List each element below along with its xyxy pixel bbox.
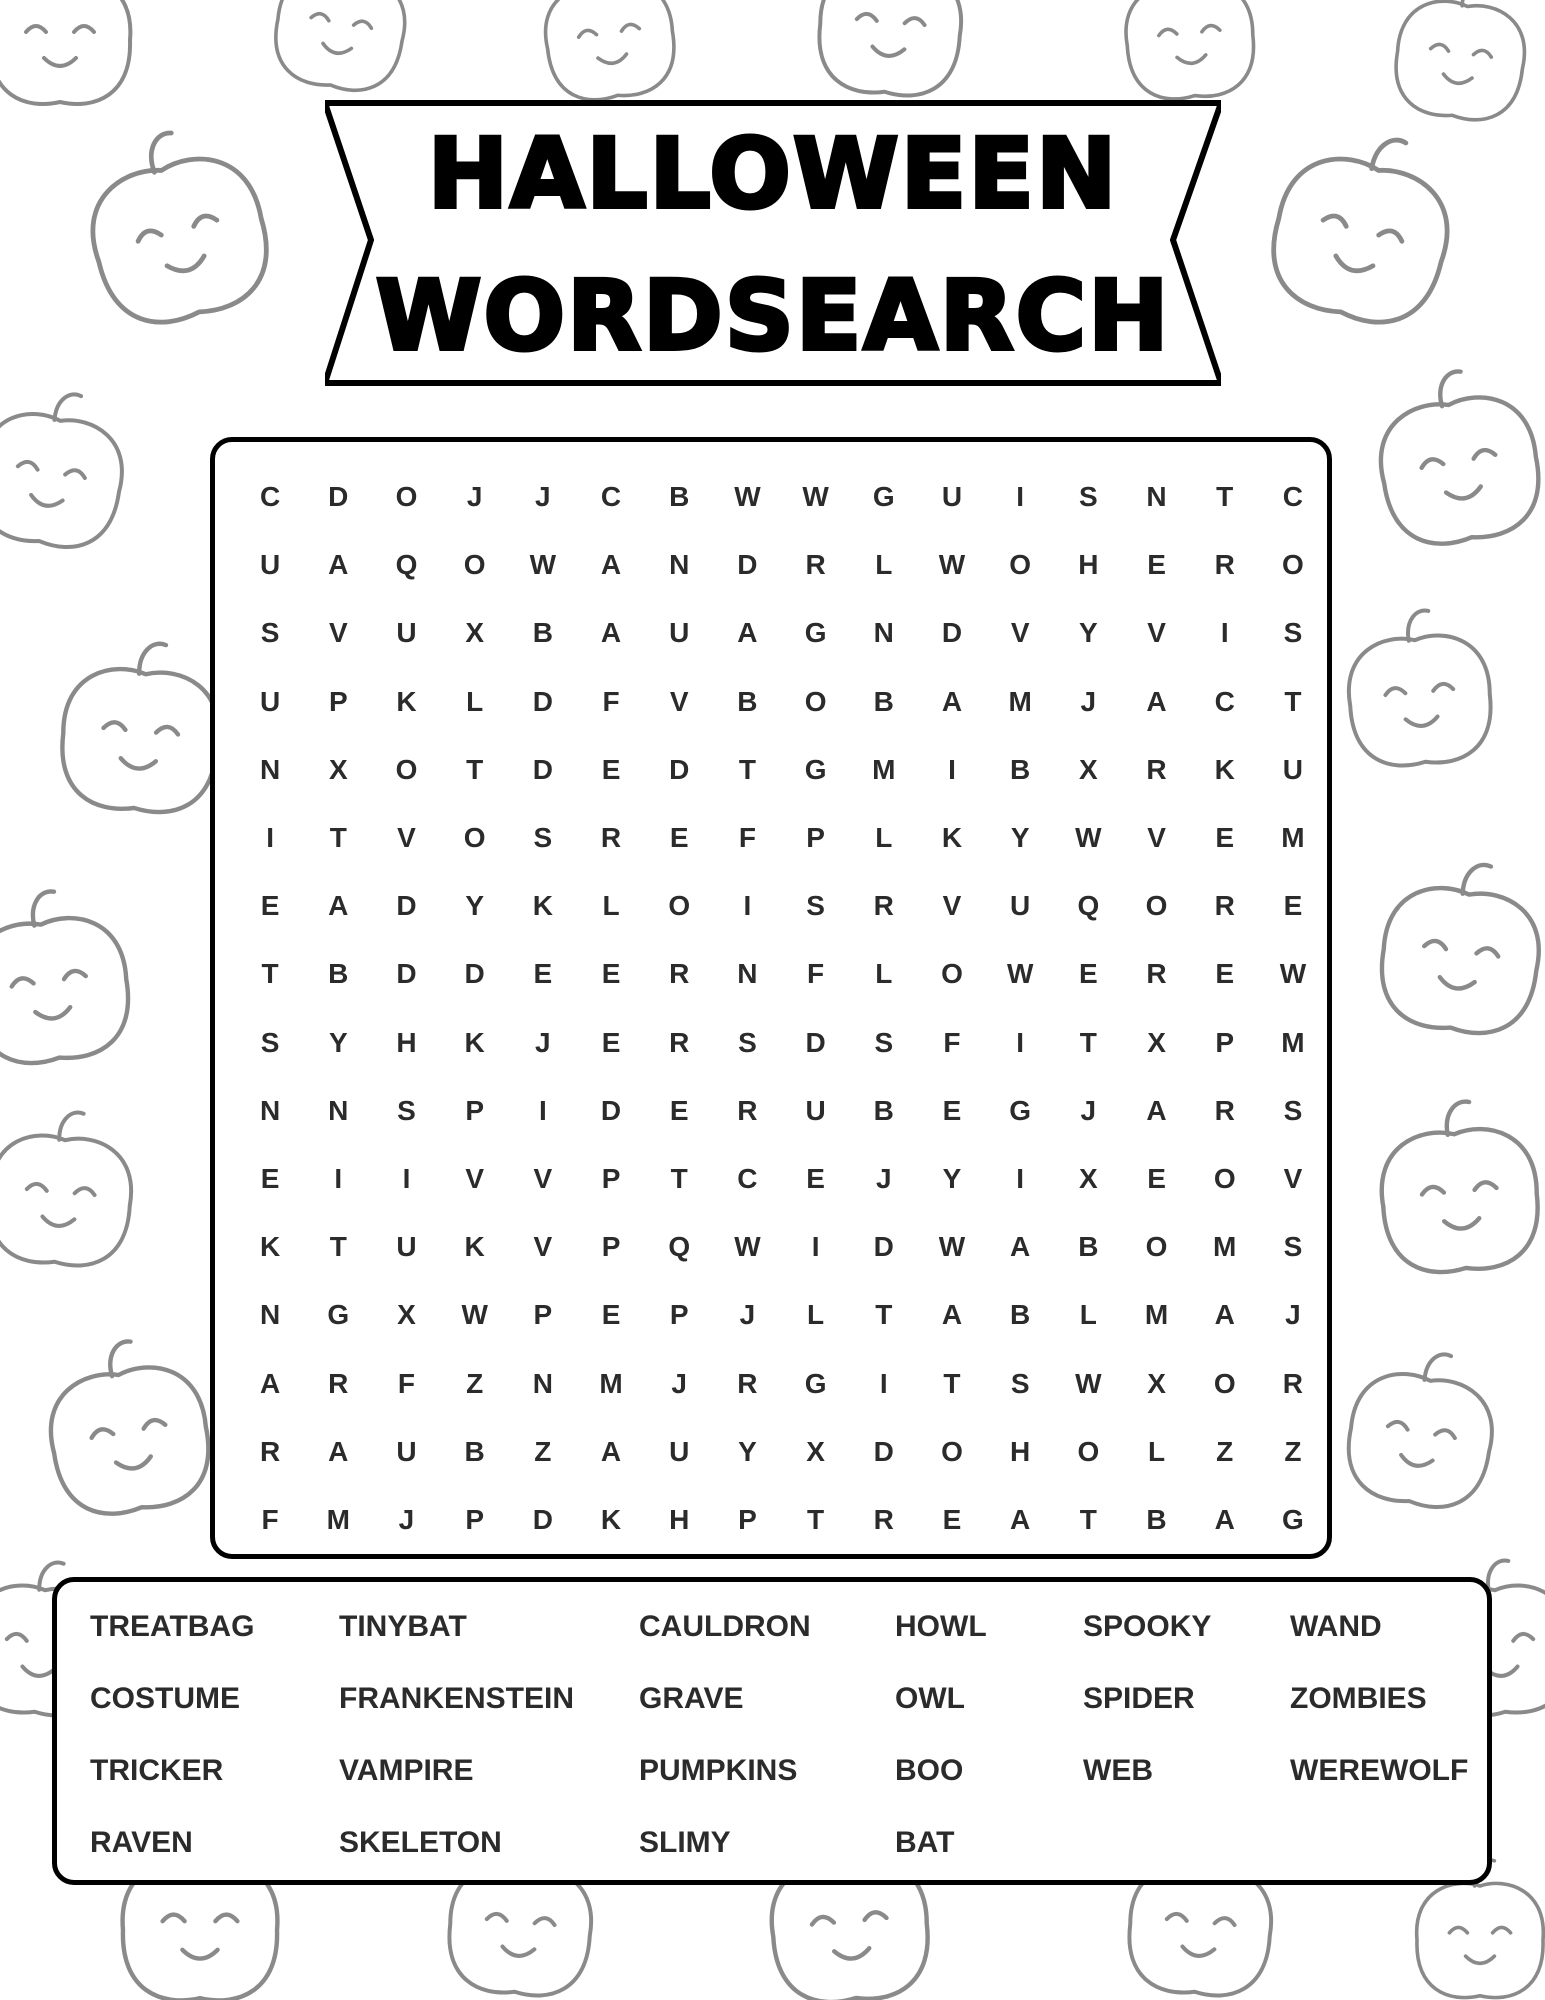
grid-letter[interactable]: N — [873, 617, 894, 649]
grid-letter[interactable]: E — [260, 1162, 280, 1194]
grid-letter[interactable]: S — [397, 1094, 416, 1126]
grid-letter[interactable]: R — [873, 1503, 894, 1535]
grid-letter[interactable]: X — [1147, 1026, 1166, 1058]
grid-letter[interactable]: W — [734, 481, 761, 513]
grid-letter[interactable]: O — [1145, 890, 1168, 922]
grid-letter[interactable]: D — [396, 890, 417, 922]
grid-letter[interactable]: B — [1146, 1503, 1167, 1535]
grid-letter[interactable]: X — [1079, 1162, 1098, 1194]
grid-letter[interactable]: P — [669, 1299, 689, 1331]
grid-letter[interactable]: A — [328, 890, 349, 922]
word-list-item: SKELETON — [339, 1826, 502, 1859]
word-list-item: BAT — [895, 1826, 955, 1859]
grid-letter[interactable]: U — [396, 617, 417, 649]
word-list-item: SPIDER — [1083, 1682, 1195, 1715]
word-list-item: WEB — [1083, 1754, 1153, 1787]
grid-letter[interactable]: F — [738, 822, 756, 854]
grid-letter[interactable]: J — [466, 481, 483, 513]
grid-letter[interactable]: R — [328, 1367, 349, 1399]
grid-letter[interactable]: Y — [1079, 617, 1098, 649]
grid-letter[interactable]: P — [328, 685, 348, 717]
grid-letter[interactable]: W — [1075, 822, 1102, 854]
grid-letter[interactable]: A — [600, 617, 622, 649]
grid-letter[interactable]: A — [737, 617, 758, 649]
grid-letter[interactable]: P — [738, 1503, 757, 1535]
grid-letter[interactable]: C — [737, 1162, 758, 1194]
grid-letter[interactable]: K — [259, 1231, 281, 1263]
grid-letter[interactable]: J — [739, 1299, 756, 1331]
grid-letter[interactable]: O — [463, 549, 486, 581]
grid-letter[interactable]: A — [1146, 685, 1167, 717]
grid-letter[interactable]: Y — [465, 890, 484, 922]
grid-letter[interactable]: L — [1079, 1299, 1097, 1331]
grid-letter[interactable]: L — [875, 958, 893, 990]
grid-letter[interactable]: T — [1284, 685, 1302, 717]
grid-letter[interactable]: C — [1282, 481, 1304, 513]
word-list-item: SPOOKY — [1083, 1610, 1212, 1643]
word-list-item: BOO — [895, 1754, 964, 1787]
grid-letter[interactable]: W — [802, 481, 829, 513]
grid-letter[interactable]: S — [1283, 617, 1303, 649]
grid-letter[interactable]: T — [329, 1231, 347, 1263]
grid-letter[interactable]: A — [1146, 1094, 1167, 1126]
word-list-item: OWL — [895, 1682, 965, 1715]
grid-letter[interactable]: T — [807, 1503, 825, 1535]
grid-letter[interactable]: V — [1283, 1162, 1303, 1194]
grid-letter[interactable]: X — [1147, 1367, 1166, 1399]
grid-letter[interactable]: A — [328, 549, 349, 581]
grid-letter[interactable]: S — [806, 890, 825, 922]
grid-letter[interactable]: W — [938, 549, 966, 581]
grid-letter[interactable]: V — [328, 617, 348, 649]
grid-letter[interactable]: R — [1282, 1367, 1304, 1399]
grid-letter[interactable]: U — [669, 617, 690, 649]
grid-letter[interactable]: R — [600, 822, 622, 854]
grid-letter[interactable]: U — [396, 1435, 417, 1467]
grid-letter[interactable]: H — [1010, 1435, 1031, 1467]
grid-letter[interactable]: A — [259, 1367, 281, 1399]
grid-letter[interactable]: X — [1079, 753, 1098, 785]
grid-letter[interactable]: W — [1279, 958, 1307, 990]
grid-letter[interactable]: D — [873, 1435, 894, 1467]
grid-letter[interactable]: I — [879, 1367, 888, 1399]
grid-letter[interactable]: S — [1283, 1094, 1303, 1126]
grid-letter[interactable]: T — [670, 1162, 688, 1194]
grid-letter[interactable]: N — [328, 1094, 349, 1126]
grid-letter[interactable]: R — [805, 549, 826, 581]
grid-letter[interactable]: M — [1144, 1299, 1169, 1331]
grid-letter[interactable]: T — [466, 753, 484, 785]
grid-letter[interactable]: R — [1146, 958, 1167, 990]
grid-letter[interactable]: T — [738, 753, 756, 785]
grid-letter[interactable]: O — [463, 822, 486, 854]
grid-letter[interactable]: N — [259, 1299, 281, 1331]
grid-letter[interactable]: E — [1283, 890, 1303, 922]
grid-letter[interactable]: T — [261, 958, 279, 990]
word-list-item: HOWL — [895, 1610, 987, 1643]
grid-letter[interactable]: U — [941, 481, 963, 513]
grid-letter[interactable]: T — [1079, 1503, 1097, 1535]
grid-letter[interactable]: S — [260, 617, 280, 649]
grid-letter[interactable]: O — [668, 890, 691, 922]
grid-letter[interactable]: E — [601, 958, 621, 990]
grid-letter[interactable]: U — [1282, 753, 1304, 785]
grid-letter[interactable]: R — [1214, 1094, 1235, 1126]
grid-letter[interactable]: W — [1075, 1367, 1102, 1399]
grid-letter[interactable]: A — [328, 1435, 349, 1467]
grid-letter[interactable]: J — [1285, 1299, 1301, 1331]
grid-letter[interactable]: O — [395, 753, 418, 785]
grid-letter[interactable]: Q — [1077, 890, 1100, 922]
grid-letter[interactable]: K — [396, 685, 417, 717]
grid-letter[interactable]: X — [806, 1435, 825, 1467]
grid-letter[interactable]: P — [465, 1094, 484, 1126]
word-list-item: GRAVE — [639, 1682, 744, 1715]
grid-letter[interactable]: D — [532, 685, 553, 717]
grid-letter[interactable]: R — [1214, 890, 1235, 922]
word-list-item: COSTUME — [90, 1682, 240, 1715]
grid-letter[interactable]: W — [734, 1231, 761, 1263]
grid-letter[interactable]: Z — [466, 1367, 484, 1399]
grid-letter[interactable]: I — [538, 1094, 547, 1126]
grid-letter[interactable]: Q — [395, 549, 418, 581]
grid-letter[interactable]: P — [465, 1503, 484, 1535]
grid-letter[interactable]: T — [1079, 1026, 1097, 1058]
grid-letter[interactable]: S — [1079, 481, 1098, 513]
grid-letter[interactable]: W — [529, 549, 557, 581]
grid-letter[interactable]: L — [602, 890, 620, 922]
grid-letter[interactable]: E — [669, 822, 689, 854]
grid-letter[interactable]: P — [1215, 1026, 1235, 1058]
grid-letter[interactable]: I — [334, 1162, 343, 1194]
grid-letter[interactable]: O — [1145, 1231, 1168, 1263]
grid-letter[interactable]: P — [806, 822, 825, 854]
grid-letter[interactable]: K — [1214, 753, 1235, 785]
letter-grid — [236, 463, 1327, 1554]
title-line-2: WORDSEARCH — [375, 260, 1171, 372]
grid-letter[interactable]: Z — [534, 1435, 552, 1467]
grid-letter[interactable]: J — [1080, 1094, 1097, 1126]
grid-letter[interactable]: A — [1214, 1299, 1235, 1331]
grid-letter[interactable]: V — [533, 1162, 553, 1194]
word-list-item: RAVEN — [90, 1826, 193, 1859]
grid-letter[interactable]: L — [875, 549, 893, 581]
grid-letter[interactable]: P — [601, 1231, 621, 1263]
grid-letter[interactable]: A — [600, 549, 622, 581]
grid-letter[interactable]: D — [669, 753, 690, 785]
grid-letter[interactable]: H — [396, 1026, 417, 1058]
grid-letter[interactable]: G — [804, 753, 827, 785]
grid-letter[interactable]: D — [328, 481, 349, 513]
grid-letter[interactable]: M — [1281, 822, 1305, 854]
grid-letter[interactable]: J — [535, 1026, 551, 1058]
grid-letter[interactable]: C — [1214, 685, 1235, 717]
grid-letter[interactable]: N — [737, 958, 758, 990]
grid-letter[interactable]: J — [875, 1162, 892, 1194]
grid-letter[interactable]: I — [1016, 1026, 1025, 1058]
grid-letter[interactable]: T — [329, 822, 347, 854]
grid-letter[interactable]: J — [671, 1367, 687, 1399]
grid-letter[interactable]: V — [465, 1162, 484, 1194]
grid-letter[interactable]: S — [1283, 1231, 1303, 1263]
grid-letter[interactable]: L — [875, 822, 893, 854]
grid-letter[interactable]: B — [464, 1435, 485, 1467]
grid-letter[interactable]: A — [600, 1435, 622, 1467]
title-line-1: HALLOWEEN — [427, 118, 1119, 230]
grid-letter[interactable]: B — [1078, 1231, 1099, 1263]
grid-letter[interactable]: O — [1077, 1435, 1100, 1467]
grid-letter[interactable]: N — [259, 753, 281, 785]
grid-letter[interactable]: V — [669, 685, 689, 717]
grid-letter[interactable]: G — [327, 1299, 350, 1331]
grid-letter[interactable]: O — [1213, 1367, 1236, 1399]
grid-letter[interactable]: B — [669, 481, 690, 513]
grid-letter[interactable]: G — [1282, 1503, 1304, 1535]
grid-letter[interactable]: U — [669, 1435, 690, 1467]
grid-letter[interactable]: V — [1147, 822, 1166, 854]
grid-letter[interactable]: M — [599, 1367, 623, 1399]
grid-letter[interactable]: N — [1146, 481, 1167, 513]
grid-letter[interactable]: D — [600, 1094, 622, 1126]
grid-letter[interactable]: I — [402, 1162, 411, 1194]
grid-letter[interactable]: E — [533, 958, 553, 990]
grid-letter[interactable]: E — [1215, 822, 1235, 854]
word-list-item: VAMPIRE — [339, 1754, 474, 1787]
grid-letter[interactable]: E — [601, 753, 621, 785]
grid-letter[interactable]: K — [464, 1231, 485, 1263]
grid-letter[interactable]: V — [397, 822, 416, 854]
grid-letter[interactable]: W — [1006, 958, 1034, 990]
grid-letter[interactable]: D — [805, 1026, 826, 1058]
grid-letter[interactable]: D — [464, 958, 485, 990]
grid-letter[interactable]: U — [396, 1231, 417, 1263]
grid-letter[interactable]: C — [259, 481, 281, 513]
grid-letter[interactable]: J — [1080, 685, 1097, 717]
grid-letter[interactable]: G — [804, 617, 827, 649]
grid-letter[interactable]: N — [259, 1094, 281, 1126]
grid-letter[interactable]: O — [1213, 1162, 1236, 1194]
grid-letter[interactable]: M — [1213, 1231, 1237, 1263]
grid-letter[interactable]: U — [805, 1094, 826, 1126]
grid-letter[interactable]: K — [464, 1026, 485, 1058]
grid-letter[interactable]: S — [533, 822, 553, 854]
grid-letter[interactable]: I — [1016, 1162, 1025, 1194]
grid-letter[interactable]: E — [942, 1094, 962, 1126]
grid-letter[interactable]: J — [535, 481, 551, 513]
grid-letter[interactable]: T — [1216, 481, 1234, 513]
word-list-item: SLIMY — [639, 1826, 731, 1859]
grid-letter[interactable]: A — [1214, 1503, 1235, 1535]
grid-letter[interactable]: G — [872, 481, 895, 513]
grid-letter[interactable]: Z — [1284, 1435, 1302, 1467]
grid-letter[interactable]: D — [737, 549, 758, 581]
grid-letter[interactable]: B — [873, 1094, 894, 1126]
grid-letter[interactable]: R — [259, 1435, 281, 1467]
grid-letter[interactable]: X — [328, 753, 348, 785]
grid-letter[interactable]: R — [737, 1094, 758, 1126]
grid-letter[interactable]: O — [395, 481, 418, 513]
grid-letter[interactable]: M — [1008, 685, 1032, 717]
grid-letter[interactable]: E — [1079, 958, 1098, 990]
grid-letter[interactable]: E — [669, 1094, 689, 1126]
grid-letter[interactable]: L — [807, 1299, 825, 1331]
grid-letter[interactable]: B — [532, 617, 553, 649]
grid-letter[interactable]: S — [874, 1026, 894, 1058]
grid-letter[interactable]: V — [1147, 617, 1166, 649]
grid-letter[interactable]: E — [601, 1026, 621, 1058]
grid-letter[interactable]: R — [737, 1367, 758, 1399]
word-list-item: WAND — [1290, 1610, 1382, 1643]
word-list-box — [52, 1577, 1492, 1885]
grid-letter[interactable]: F — [807, 958, 825, 990]
grid-letter[interactable]: Z — [1216, 1435, 1234, 1467]
grid-letter[interactable]: H — [1078, 549, 1099, 581]
grid-letter[interactable]: F — [397, 1367, 416, 1399]
grid-letter[interactable]: R — [1146, 753, 1167, 785]
grid-letter[interactable]: E — [1215, 958, 1235, 990]
grid-letter[interactable]: B — [1010, 1299, 1031, 1331]
grid-letter[interactable]: N — [669, 549, 690, 581]
grid-letter[interactable]: O — [941, 1435, 963, 1467]
grid-letter[interactable]: P — [601, 1162, 621, 1194]
grid-letter[interactable]: D — [532, 1503, 553, 1535]
grid-letter[interactable]: U — [259, 685, 281, 717]
grid-letter[interactable]: O — [941, 958, 963, 990]
grid-letter[interactable]: Y — [738, 1435, 757, 1467]
grid-letter[interactable]: A — [941, 1299, 963, 1331]
grid-letter[interactable]: T — [875, 1299, 893, 1331]
word-list-item: TRICKER — [90, 1754, 224, 1787]
letter-grid-box — [210, 437, 1332, 1559]
grid-letter[interactable]: R — [1214, 549, 1235, 581]
grid-letter[interactable]: L — [1147, 1435, 1166, 1467]
grid-letter[interactable]: R — [669, 1026, 690, 1058]
grid-letter[interactable]: V — [1010, 617, 1030, 649]
grid-letter[interactable]: O — [1009, 549, 1032, 581]
grid-letter[interactable]: F — [602, 685, 620, 717]
grid-letter[interactable]: S — [260, 1026, 280, 1058]
grid-letter[interactable]: B — [1010, 753, 1031, 785]
grid-letter[interactable]: E — [1147, 549, 1166, 581]
grid-letter[interactable]: M — [872, 753, 896, 785]
word-list-item: PUMPKINS — [639, 1754, 798, 1787]
grid-letter[interactable]: A — [941, 685, 963, 717]
grid-letter[interactable]: D — [873, 1231, 894, 1263]
grid-letter[interactable]: I — [743, 890, 752, 922]
word-list-item: CAULDRON — [639, 1610, 811, 1643]
grid-letter[interactable]: K — [600, 1503, 622, 1535]
grid-letter[interactable]: M — [326, 1503, 350, 1535]
grid-letter[interactable]: X — [397, 1299, 416, 1331]
word-list-item: ZOMBIES — [1290, 1682, 1427, 1715]
grid-letter[interactable]: E — [260, 890, 280, 922]
grid-letter[interactable]: A — [1010, 1503, 1031, 1535]
grid-letter[interactable]: I — [948, 753, 956, 785]
grid-letter[interactable]: B — [737, 685, 758, 717]
grid-letter[interactable]: V — [533, 1231, 553, 1263]
grid-letter[interactable]: V — [942, 890, 962, 922]
grid-letter[interactable]: I — [811, 1231, 820, 1263]
grid-letter[interactable]: X — [465, 617, 484, 649]
grid-letter[interactable]: M — [1281, 1026, 1305, 1058]
grid-letter[interactable]: W — [461, 1299, 488, 1331]
grid-letter[interactable]: G — [804, 1367, 827, 1399]
grid-letter[interactable]: D — [532, 753, 553, 785]
grid-letter[interactable]: N — [532, 1367, 553, 1399]
grid-letter[interactable]: O — [1282, 549, 1304, 581]
grid-letter[interactable]: U — [1010, 890, 1031, 922]
grid-letter[interactable]: A — [1010, 1231, 1031, 1263]
grid-letter[interactable]: R — [873, 890, 894, 922]
grid-letter[interactable]: S — [738, 1026, 757, 1058]
grid-letter[interactable]: R — [669, 958, 690, 990]
grid-letter[interactable]: Y — [942, 1162, 962, 1194]
grid-letter[interactable]: G — [1009, 1094, 1032, 1126]
grid-letter[interactable]: I — [1016, 481, 1025, 513]
grid-letter[interactable]: F — [261, 1503, 279, 1535]
grid-letter[interactable]: H — [669, 1503, 690, 1535]
grid-letter[interactable]: Q — [668, 1231, 691, 1263]
grid-letter[interactable]: K — [941, 822, 963, 854]
word-list-item: TINYBAT — [339, 1610, 467, 1643]
grid-letter[interactable]: F — [943, 1026, 961, 1058]
grid-letter[interactable]: B — [873, 685, 894, 717]
grid-letter[interactable]: L — [466, 685, 484, 717]
grid-letter[interactable]: I — [266, 822, 274, 854]
grid-letter[interactable]: E — [942, 1503, 962, 1535]
grid-letter[interactable]: I — [1220, 617, 1229, 649]
grid-letter[interactable]: P — [533, 1299, 553, 1331]
grid-letter[interactable]: S — [1010, 1367, 1030, 1399]
word-list-item: FRANKENSTEIN — [339, 1682, 575, 1715]
grid-letter[interactable]: D — [396, 958, 417, 990]
grid-letter[interactable]: W — [938, 1231, 966, 1263]
grid-letter[interactable]: E — [601, 1299, 621, 1331]
grid-letter[interactable]: E — [1147, 1162, 1166, 1194]
word-list-item: WEREWOLF — [1290, 1754, 1469, 1787]
grid-letter[interactable]: K — [532, 890, 553, 922]
grid-letter[interactable]: Y — [328, 1026, 348, 1058]
grid-letter[interactable]: J — [398, 1503, 415, 1535]
grid-letter[interactable]: C — [600, 481, 622, 513]
grid-letter[interactable]: E — [806, 1162, 825, 1194]
grid-letter[interactable]: O — [804, 685, 827, 717]
word-list-item: TREATBAG — [90, 1610, 255, 1643]
grid-letter[interactable]: T — [943, 1367, 961, 1399]
grid-letter[interactable]: Y — [1010, 822, 1030, 854]
grid-letter[interactable]: B — [328, 958, 349, 990]
grid-letter[interactable]: D — [941, 617, 963, 649]
grid-letter[interactable]: U — [259, 549, 281, 581]
